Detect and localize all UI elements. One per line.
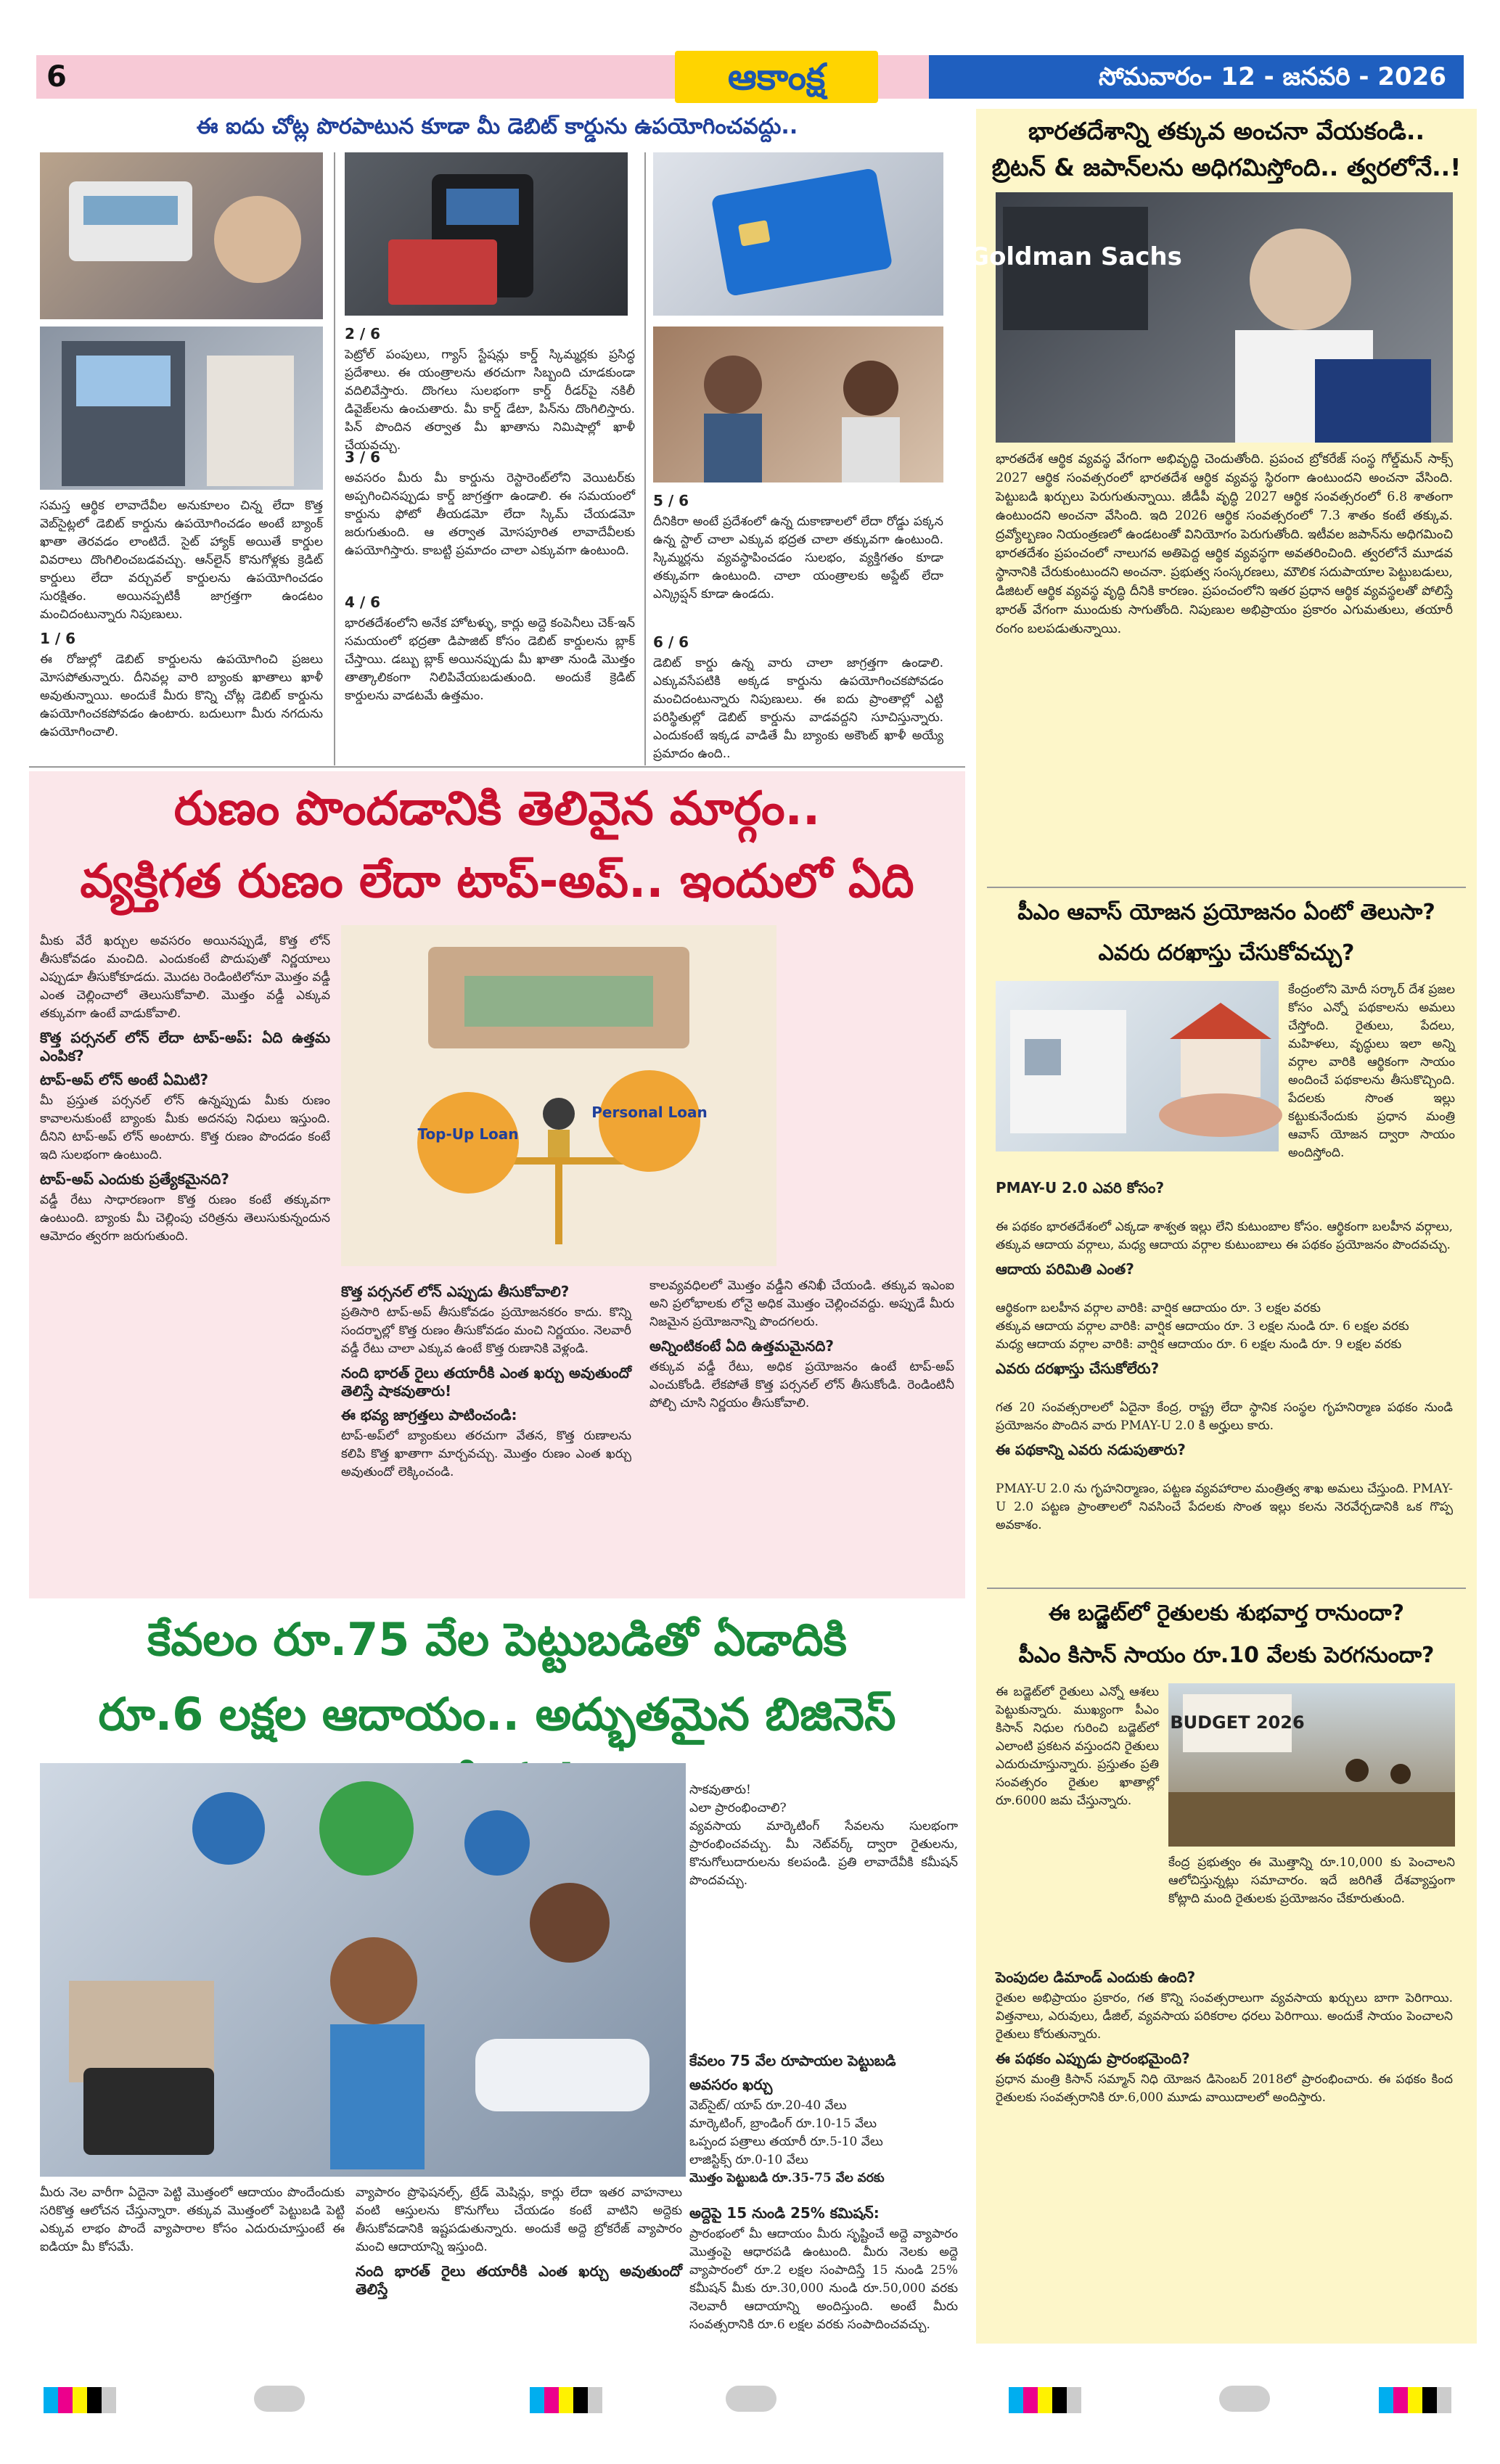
income-text: ప్రారంభంలో మీ ఆదాయం మీరు సృష్టించే అద్దె వ్యాపారం మొత్తంపై ఆధారపడి ఉంటుంది. మీరు నెలకు అద్దె వ్యాపారంలో రూ.2 లక్షల సంపాదిస్తే 15 నుండి 25% కమీషన్ మీకు రూ.30,000 నుండి రూ.50,000 వరకు నెలవారీ ఆదాయాన్ని అందిస్తుంది. అంటే మీరు సంవత్సరానికి రూ.6 లక్షల వరకు సంపాదించవచ్చు. <box>689 2227 958 2332</box>
column-divider <box>644 152 646 765</box>
personal-loan-label: Personal Loan <box>591 1104 708 1121</box>
right3-headline-line2: పీఎం కిసాన్ సాయం రూ.10 వేలకు పెరగనుందా? <box>1018 1643 1435 1668</box>
budget-sign: BUDGET 2026 <box>1170 1712 1305 1733</box>
right2-sub3: ఎవరు దరఖాస్తు చేసుకోలేరు? <box>996 1360 1160 1377</box>
color-swatch-strip <box>44 2387 116 2413</box>
registration-mark <box>254 2386 305 2412</box>
article2-col3-sub1: అన్నింటికంటే ఏది ఉత్తమమైనది? <box>649 1337 835 1355</box>
article1-intro: సమస్త ఆర్థిక లావాదేవీల అనుకూలం చిన్న లేదా కొత్త వెబ్‌సైట్లలో డెబిట్ కార్డును ఉపయోగించడం అంటే బ్యాంక్ ఖాతా తెరవడం లాంటిదే. సైట్ హ్యాక్ అయితే కార్డుల వివరాలు దొంగిలించబడవచ్చు. ఆన్‌లైన్ కొనుగోళ్లకు క్రెడిట్ కార్డులు లేదా వర్చువల్ కార్డులను ఉపయోగించడం సురక్షితం. అయినప్పటికీ జాగ్రత్తగా ఉండటం మంచిదంటున్నారు నిపుణులు. <box>40 498 323 622</box>
article2-col2 <box>341 1277 631 1589</box>
investment-item: మార్కెటింగ్, బ్రాండింగ్ రూ.10-15 వేలు <box>689 2116 877 2131</box>
section4-text: భారతదేశంలోని అనేక హోటళ్ళు, కార్లు అద్దె కంపెనీలు చెక్-ఇన్ సమయంలో భద్రతా డిపాజిట్ కోసం డెబిట్ కార్డులను బ్లాక్ చేస్తాయి. డబ్బు బ్లాక్ అయినప్పుడు మీ ఖాతా నుండి మొత్తం తాత్కాలికంగా నిలిపివేయబడుతుంది. అందుకే క్రెడిట్ కార్డులను వాడటమే ఉత్తమం. <box>345 616 635 703</box>
section5-text: దీనికిరా అంటే ప్రదేశంలో ఉన్న దుకాణాలలో లేదా రోడ్డు పక్కన ఉన్న స్టాల్ చాలా ఎక్కువ భద్రత చాలా తక్కువగా ఉంటుంది. స్కిమ్మర్లను వ్యవస్థాపించడం సులభం, వ్యక్తిగతం కూడా తక్కువగా ఉంటుంది. చాలా యంత్రాలకు అప్డేట్ లేదా ఎన్క్రిప్షన్ కూడా ఉండదు. <box>653 514 943 601</box>
right-divider <box>987 1588 1466 1589</box>
right2-sub1: PMAY-U 2.0 ఎవరి కోసం? <box>996 1179 1165 1196</box>
article2-col2-quote: నంది భారత్ రైలు తయారీకి ఎంత ఖర్చు అవుతుందో తెలిస్తే షాకవుతారు! <box>341 1364 631 1400</box>
section2-text: పెట్రోల్ పంపులు, గ్యాస్ స్టేషన్లు కార్డ్ స్కిమ్మర్లకు ప్రసిద్ధ ప్రదేశాలు. ఈ యంత్రాలను తరచుగా సిబ్బంది చూడకుండా వదిలివేస్తారు. దొంగలు సులభంగా కార్డ్ రీడర్‌పై నకిలీ డివైజ్‌లను ఉంచుతారు. మీ కార్డ్ డేటా, పిన్‌ను దొంగిలిస్తారు. పిన్ పొందిన తర్వాత మీ ఖాతాను నిమిషాల్లో ఖాళీ చేయవచ్చు. <box>345 348 635 453</box>
right3-text3: ప్రధాన మంత్రి కిసాన్ సమ్మాన్ నిధి యోజన డిసెంబర్ 2018లో ప్రారంభించారు. ఈ పథకం కింద రైతులకు సంవత్సరానికి రూ.6,000 మూడు వాయిదాలలో అందిస్తారు. <box>996 2072 1453 2105</box>
article2-col1 <box>40 932 330 1585</box>
article1-section6 <box>653 628 943 762</box>
right3-body <box>996 1963 1453 2344</box>
card-terminal-illustration <box>40 152 323 319</box>
article1-headline: ఈ ఐదు చోట్ల పొరపాటున కూడా మీ డెబిట్ కార్డును ఉపయోగించవద్దు.. <box>196 114 798 139</box>
house-hands-illustration <box>996 981 1279 1151</box>
registration-mark <box>726 2386 776 2412</box>
photo-card-reader <box>345 152 628 316</box>
investment-item: ఒప్పంద పత్రాలు తయారీ రూ.5-10 వేలు <box>689 2135 883 2149</box>
right3-intro: ఈ బడ్జెట్‌లో రైతులు ఎన్నో ఆశలు పెట్టుకున్నారు. ముఖ్యంగా పీఎం కిసాన్ నిధుల గురించి బడ్జెట్‌లో ఎలాంటి ప్రకటన వస్తుందని రైతులు ఎదురుచూస్తున్నారు. ప్రస్తుతం ప్రతి సంవత్సరం రైతుల ఖాతాల్లో రూ.6000 జమ చేస్తున్నారు. <box>996 1685 1159 1808</box>
article-divider <box>29 766 965 768</box>
photo-loan-illustration <box>341 925 776 1266</box>
atm-illustration <box>40 327 323 490</box>
article3-col2-quote: నంది భారత్ రైలు తయారీకి ఎంత ఖర్చు అవుతుందో తెలిస్తే <box>356 2262 682 2298</box>
investment-item: వెబ్‌సైట్/ యాప్ రూ.20-40 వేలు <box>689 2098 847 2113</box>
goldman-sachs-sign: Goldman Sachs <box>969 242 1182 271</box>
right3-sub1: పెంపుదల డిమాండ్ ఎందుకు ఉంది? <box>996 1968 1196 1986</box>
investment-total: మొత్తం పెట్టుబడి రూ.35-75 వేల వరకు <box>689 2171 885 2185</box>
right2-intro: కేంద్రంలోని మోదీ సర్కార్ దేశ ప్రజల కోసం ఎన్నో పథకాలను అమలు చేస్తోంది. రైతులు, పేదలు, మహిళలు, వృద్ధులు ఇలా అన్ని వర్గాల వారికి ఆర్థికంగా సాయం అందించే పథకాలను తీసుకొచ్చింది. పేదలకు సొంత ఇల్లు కట్టుకునేందుకు ప్రధాన మంత్రి ఆవాస్ యోజన ద్వారా సాయం అందిస్తోంది. <box>1288 982 1455 1160</box>
right1-headline-line1: భారతదేశాన్ని తక్కువ అంచనా వేయకండి.. <box>1028 117 1425 145</box>
investment-title: కేవలం 75 వేల రూపాయల పెట్టుబడి <box>689 2052 896 2069</box>
right3-sub2: ఈ పథకం ఎప్పుడు ప్రారంభమైంది? <box>996 2050 1190 2067</box>
right2-headline-line2: ఎవరు దరఖాస్తు చేసుకోవచ్చు? <box>1098 940 1355 966</box>
article1-section4 <box>345 588 635 762</box>
article3-income <box>689 2198 958 2351</box>
right2-text4: PMAY-U 2.0 ను గృహనిర్మాణం, పట్టణ వ్యవహారాల మంత్రిత్వ శాఖ అమలు చేస్తుంది. PMAY-U 2.0 పట్టణ ప్రాంతాలలో నివసించే పేదలకు సొంత ఇల్లు కలను నెరవేర్చడానికి ఒక గొప్ప అవకాశం. <box>996 1482 1453 1532</box>
right2-text1: ఈ పథకం భారతదేశంలో ఎక్కడా శాశ్వత ఇల్లు లేని కుటుంబాల కోసం. ఆర్థికంగా బలహీన వర్గాలు, తక్కువ ఆదాయ వర్గాలు, మధ్య ఆదాయ వర్గాల కుటుంబాలు ఈ పథకం ప్రయోజనం పొందవచ్చు. <box>996 1220 1453 1252</box>
business-rental-illustration <box>40 1763 686 2177</box>
photo-goldman-sachs <box>969 192 1453 443</box>
registration-mark <box>1219 2386 1270 2412</box>
article3-headline-line2: రూ.6 లక్షల ఆదాయం.. అద్భుతమైన బిజినెస్ <box>98 1688 896 1741</box>
article2-col3 <box>649 1277 954 1589</box>
right2-text2: ఆర్థికంగా బలహీన వర్గాల వారికి: వార్షిక ఆదాయం రూ. 3 లక్షల వరకు తక్కువ ఆదాయ వర్గాల వారికి: వార్షిక ఆదాయం రూ. 3 లక్షల నుండి రూ. 6 లక్షల వరకు మధ్య ఆదాయ వర్గాల వారికి: వార్షిక ఆదాయం రూ. 6 లక్షల నుండి రూ. 9 లక్షల వరకు <box>996 1301 1409 1352</box>
article2-col3-text1: కాలవ్యవధిలలో మొత్తం వడ్డీని తనిఖీ చేయండి. తక్కువ ఇఎంఐ అని ప్రలోభాలకు లోనై అధిక మొత్తం చెల్లించవద్దు. అప్పుడే మీరు నిజమైన ప్రయోజనాన్ని పొందగలరు. <box>649 1278 954 1329</box>
article2-sub1: కొత్త పర్సనల్ లోన్ లేదా టాప్-అప్: ఏది ఉత్తమ ఎంపిక? <box>40 1029 330 1064</box>
section6-text: డెబిట్ కార్డు ఉన్న వారు చాలా జాగ్రత్తగా ఉండాలి. ఎక్కువసేపటికి అక్కడ కార్డును ఉపయోగించకపోవడం మంచిదంటున్నారు నిపుణులు. ఈ ఐదు ప్రాంతాల్లో ఎట్టి పరిస్థితుల్లో డెబిట్ కార్డును వాడవద్దని సూచిస్తున్నారు. ఎందుకంటే ఇక్కడ వాడితే మీ బ్యాంకు అకౌంట్ ఖాళీ అయ్యే ప్రమాదం ఉంది.. <box>653 656 943 761</box>
investment-item: లాజిస్టిక్స్ రూ.0-10 వేలు <box>689 2153 808 2167</box>
section6-label: 6 / 6 <box>653 633 689 651</box>
article2-col2-text1: ప్రతిసారి టాప్-అప్ తీసుకోవడం ప్రయోజనకరం కాదు. కొన్ని సందర్భాల్లో కొత్త రుణం తీసుకోవడం మంచి నిర్ణయం. నెలవారీ వడ్డీ రేటు చాలా ఎక్కువ ఉంటే కొత్త రుణానికి వెళ్లండి. <box>341 1305 631 1356</box>
photo-house-hands <box>996 981 1279 1151</box>
color-swatch-strip <box>530 2387 602 2413</box>
color-swatch-strip <box>1009 2387 1081 2413</box>
photo-card-payment <box>40 152 323 319</box>
article3-col2 <box>356 2184 682 2347</box>
photo-shop-payment <box>653 327 943 482</box>
right-divider <box>987 887 1466 888</box>
article2-col1-text2: మీ ప్రస్తుత పర్సనల్ లోన్ ఉన్నప్పుడు మీకు రుణం కావాలనుకుంటే బ్యాంకు మీకు అదనపు నిధులు ఇస్తుంది. దీనిని టాప్-అప్ లోన్ అంటారు. కొత్త రుణం పొందడం కంటే ఇది సులభంగా ఉంటుంది. <box>40 1093 330 1162</box>
budget-farmers-illustration <box>1168 1683 1455 1847</box>
article3-col1 <box>40 2184 345 2347</box>
article3-side <box>689 1763 958 2046</box>
issue-date: సోమవారం- 12 - జనవరి - 2026 <box>929 55 1464 99</box>
visa-card-illustration <box>653 152 943 316</box>
speaker-illustration <box>969 192 1453 443</box>
newspaper-logo: ఆకాంక్ష <box>675 51 878 103</box>
right2-headline-line1: పీఎం ఆవాస్ యోజన ప్రయోజనం ఏంటో తెలుసా? <box>1017 900 1435 925</box>
article2-col1-text: మీకు వేరే ఖర్చుల అవసరం అయినప్పుడే, కొత్త లోన్ తీసుకోవడం మంచిది. ఎందుకంటే పొదుపుతో నిర్ణయాలు ఎప్పుడూ తీసుకోకూడదు. మొదట రెండింటిలోనూ మొత్తం వడ్డీ ఎంత చెల్లించాలో తెలుసుకోవాలి. మొత్తం వడ్డీ ఎక్కువ తక్కువగా ఉంటే వాడుకోవాలి. <box>40 934 330 1021</box>
income-title: అద్దెపై 15 నుండి 25% కమిషన్: <box>689 2204 880 2222</box>
card-reader-illustration <box>345 152 628 316</box>
section1-text: ఈ రోజుల్లో డెబిట్ కార్డులను ఉపయోగించి ప్రజలు మోసపోతున్నారు. దీనివల్ల వారి బ్యాంకు ఖాతాలు ఖాళీ అవుతున్నాయి. అందుకే మీరు కొన్ని చోట్ల డెబిట్ కార్డును ఉపయోగించకపోవడం ఉంటారు. బదులుగా మీరు నగదును ఉపయోగించాలి. <box>40 652 323 739</box>
article2-col3-text2: తక్కువ వడ్డీ రేటు, అధిక ప్రయోజనం ఉంటే టాప్-అప్ ఎంచుకోండి. లేకపోతే కొత్త పర్సనల్ లోన్ తీసుకోండి. రెండింటినీ పోల్చి చూసి నిర్ణయం తీసుకోవాలి. <box>649 1360 954 1410</box>
article3-col2-text: వ్యాపారం ప్రొఫెషనల్స్, ట్రేడ్ మెషిన్లు, కార్లు లేదా ఇతర వాహనాలు వంటి ఆస్తులను కొనుగోలు చేయడం కంటే వాటిని అద్దెకు తీసుకోవడానికి ఇష్టపడుతున్నారు. అందుకే అద్దె బ్రోకరేజ్ వ్యాపారం మంచి ఆదాయాన్ని ఇస్తుంది. <box>356 2185 682 2254</box>
page-number: 6 <box>36 55 109 99</box>
article1-section5 <box>653 486 943 624</box>
loan-scale-illustration <box>341 925 776 1266</box>
article2-headline-line1: రుణం పొందడానికి తెలివైన మార్గం.. <box>173 782 821 836</box>
section2-label: 2 / 6 <box>345 325 381 342</box>
photo-atm <box>40 327 323 490</box>
article2-col2-sub1: కొత్త పర్సనల్ లోన్ ఎప్పుడు తీసుకోవాలి? <box>341 1283 570 1300</box>
right1-headline-line2: బ్రిటన్ & జపాన్‌లను అధిగమిస్తోంది.. త్వరలోనే..! <box>991 153 1462 181</box>
color-swatch-strip <box>1379 2387 1451 2413</box>
topup-loan-label: Top-Up Loan <box>417 1125 519 1143</box>
column-divider <box>334 152 335 765</box>
article3-side-text: సాకవుతారు! ఎలా ప్రారంభించాలి? వ్యవసాయ మార్కెటింగ్ సేవలను సులభంగా ప్రారంభించవచ్చు. మీ నెట్‌వర్క్ ద్వారా రైతులను, కొనుగోలుదారులను కలపండి. ప్రతి లావాదేవీకి కమీషన్ పొందవచ్చు. <box>689 1783 958 1888</box>
section3-text: అవసరం మీరు మీ కార్డును రెస్టారెంట్‌లోని వెయిటర్‌కు అప్పగించినప్పుడు కార్డ్ జాగ్రత్తగా ఉండాలి. ఈ సమయంలో కార్డును ఫోటో తీయడమో లేదా స్కిమ్ చేయడమో జరుగుతుంది. ఆ తర్వాత మోసపూరిత లావాదేవీలకు ఉపయోగిస్తారు. కాబట్టి ప్రమాదం చాలా ఎక్కువగా ఉంటుంది. <box>345 471 635 558</box>
article3-col1-text: మీరు నెల వారీగా ఏదైనా పెట్టి మొత్తంలో ఆదాయం పొందేందుకు సరికొత్త ఆలోచన చేస్తున్నారా. తక్కువ మొత్తంలో పెట్టుబడి పెట్టి ఎక్కువ లాభం పొందే వ్యాపారాల కోసం ఎదురుచూస్తుంటే ఈ ఐడియా మీ కోసమే. <box>40 2185 345 2254</box>
right2-sub4: ఈ పథకాన్ని ఎవరు నడుపుతారు? <box>996 1441 1186 1458</box>
article1-section2 <box>345 319 635 453</box>
article2-col2-sub2: ఈ భవ్య జాగ్రత్తలు పాటించండి: <box>341 1406 517 1424</box>
section4-label: 4 / 6 <box>345 594 381 611</box>
right3-text1: కేంద్ర ప్రభుత్వం ఈ మొత్తాన్ని రూ.10,000 కు పెంచాలని ఆలోచిస్తున్నట్లు సమాచారం. ఇదే జరిగితే దేశవ్యాప్తంగా కోట్లాది మంది రైతులకు ప్రయోజనం చేకూరుతుంది. <box>1168 1855 1455 1906</box>
investment-subtitle: అవసరం ఖర్చు <box>689 2076 773 2093</box>
shop-payment-illustration <box>653 327 943 482</box>
article1-section1 <box>40 624 323 762</box>
article1-section3 <box>345 443 635 588</box>
article2-col2-text2: టాప్-అప్‌లో బ్యాంకులు తరచుగా వేతన, కొత్త రుణాలను కలిపి కొత్త ఖాతాగా మార్చవచ్చు. మొత్తం రుణం ఎంత ఖర్చు అవుతుందో లెక్కించండి. <box>341 1429 631 1479</box>
photo-business-rental <box>40 1763 686 2177</box>
page-header <box>36 51 1464 109</box>
article2-sub2: టాప్-అప్ లోన్ అంటే ఏమిటి? <box>40 1071 209 1088</box>
right2-sub2: ఆదాయ పరిమితి ఎంత? <box>996 1260 1134 1278</box>
right3-headline-line1: ఈ బడ్జెట్‌లో రైతులకు శుభవార్త రానుందా? <box>1048 1601 1405 1626</box>
right3-text2: రైతుల అభిప్రాయం ప్రకారం, గత కొన్ని సంవత్సరాలుగా వ్యవసాయ ఖర్చులు బాగా పెరిగాయి. విత్తనాలు, ఎరువులు, డీజిల్, వ్యవసాయ పరికరాల ధరలు పెరిగాయి. అందుకే సాయం పెంచాలని రైతులు కోరుతున్నారు. <box>996 1991 1453 2042</box>
section3-label: 3 / 6 <box>345 448 381 466</box>
article2-headline-line2: వ్యక్తిగత రుణం లేదా టాప్-అప్.. ఇందులో ఏది <box>80 855 914 908</box>
right2-text3: గత 20 సంవత్సరాలలో ఏదైనా కేంద్ర, రాష్ట్ర లేదా స్థానిక సంస్థల గృహనిర్మాణ పథకం నుండి ప్రయోజనం పొందిన వారు PMAY-U 2.0 కి అర్హులు కారు. <box>996 1400 1453 1433</box>
article3-investment <box>689 2046 958 2191</box>
article3-headline-line1: కేవలం రూ.75 వేల పెట్టుబడితో ఏడాదికి <box>147 1613 847 1666</box>
right2-body <box>996 1155 1453 1583</box>
section1-label: 1 / 6 <box>40 630 76 647</box>
right1-body: భారతదేశ ఆర్థిక వ్యవస్థ వేగంగా అభివృద్ధి చెందుతోంది. ప్రపంచ బ్రోకరేజ్ సంస్థ గోల్డ్‌మన్ సాక్స్ 2027 ఆర్థిక సంవత్సరంలో భారతదేశ ఆర్థిక వ్యవస్థ స్థిరంగా ఉంటుందని అంచనా వేసింది. పెట్టుబడి ఖర్చులు పెరుగుతున్నాయి. జీడీపీ వృద్ధి 2027 ఆర్థిక సంవత్సరంలో 6.8 శాతంగా ఉంటుందని అంచనా వేసింది. ఇది 2026 ఆర్థిక సంవత్సరంలో 7.3 శాతం కంటే తక్కువ. ద్రవ్యోల్బణం నియంత్రణలో ఉండటంతో వినియోగం పెరుగుతోంది. ఇటీవల జపాన్‌ను అధిగమించి భారతదేశం ప్రపంచంలో నాలుగవ అతిపెద్ద ఆర్థిక వ్యవస్థగా అవతరించింది. త్వరలోనే మూడవ స్థానానికి చేరుకుంటుందని అంచనా. ప్రభుత్వ సంస్కరణలు, మౌలిక సదుపాయాల పెట్టుబడులు, డిజిటల్ ఆర్థిక వ్యవస్థ వృద్ధి దీనికి కారణం. ప్రపంచంలోని ఇతర ప్రధాన ఆర్థిక వ్యవస్థలతో పోలిస్తే భారత్ వేగంగా ముందుకు సాగుతోంది. నిపుణుల అభిప్రాయం ప్రకారం ఎగుమతులు, తయారీ రంగం బలపడుతున్నాయి. <box>996 452 1453 636</box>
photo-visa-card <box>653 152 943 316</box>
section5-label: 5 / 6 <box>653 492 689 509</box>
article2-sub3: టాప్-అప్ ఎందుకు ప్రత్యేకమైనది? <box>40 1170 229 1188</box>
article2-col1-text3: వడ్డీ రేటు సాధారణంగా కొత్త రుణం కంటే తక్కువగా ఉంటుంది. బ్యాంకు మీ చెల్లింపు చరిత్రను తెలుసుకున్నందున ఆమోదం త్వరగా జరుగుతుంది. <box>40 1193 330 1244</box>
photo-budget-farmers <box>1168 1683 1455 1847</box>
